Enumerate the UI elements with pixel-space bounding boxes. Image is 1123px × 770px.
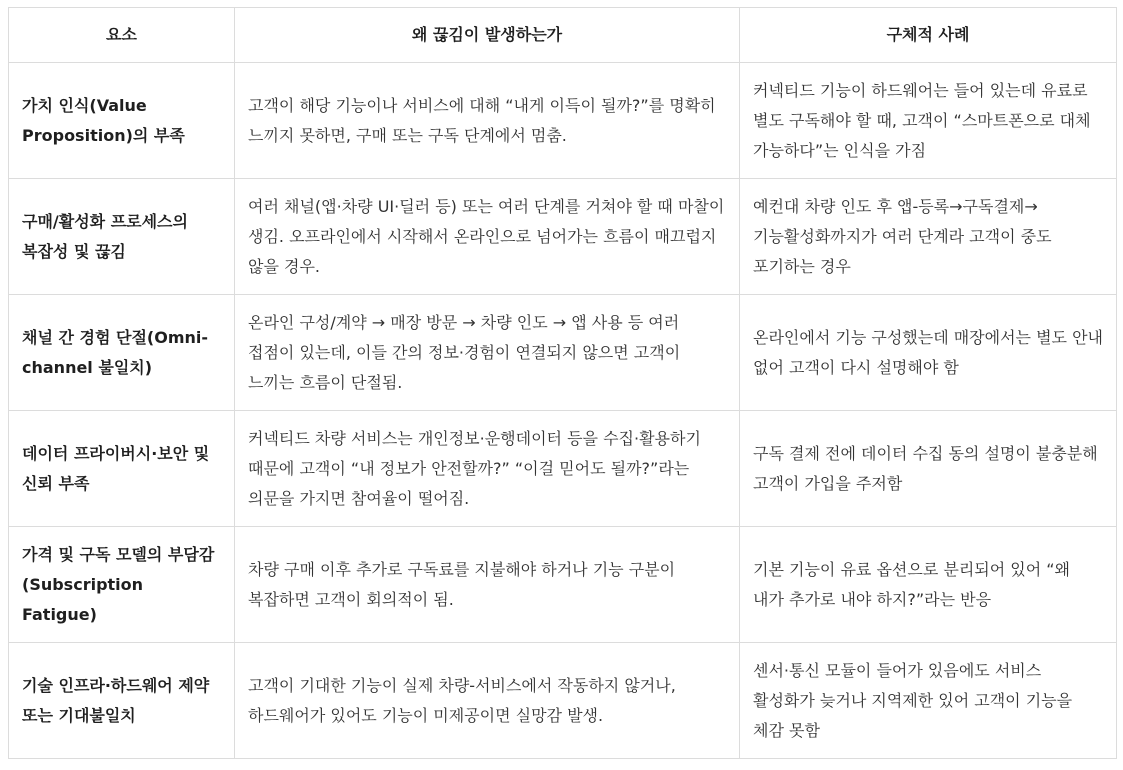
row-example: 예컨대 차량 인도 후 앱-등록→구독결제→기능활성화까지가 여러 단계라 고객이 중도 포기하는 경우: [740, 179, 1117, 295]
row-item: 가격 및 구독 모델의 부담감(Subscription Fatigue): [9, 527, 235, 643]
table-row: [9, 527, 1117, 643]
table-row: [9, 179, 1117, 295]
row-cause: 여러 채널(앱·차량 UI·딜러 등) 또는 여러 단계를 거쳐야 할 때 마찰이 생김. 오프라인에서 시작해서 온라인으로 넘어가는 흐름이 매끄럽지 않을 경우.: [235, 179, 740, 295]
row-example: 온라인에서 기능 구성했는데 매장에서는 별도 안내 없어 고객이 다시 설명해야 함: [740, 295, 1117, 411]
header-row: [9, 8, 1117, 63]
row-cause: 커넥티드 차량 서비스는 개인정보·운행데이터 등을 수집·활용하기 때문에 고객이 “내 정보가 안전할까?” “이걸 믿어도 될까?”라는 의문을 가지면 참여율이 떨어짐.: [235, 411, 740, 527]
breakdown-table-container: [8, 7, 1116, 759]
row-item: 가치 인식(Value Proposition)의 부족: [9, 63, 235, 179]
header-example: 구체적 사례: [740, 8, 1117, 63]
row-item: 데이터 프라이버시·보안 및 신뢰 부족: [9, 411, 235, 527]
table-row: [9, 643, 1117, 759]
row-example: 커넥티드 기능이 하드웨어는 들어 있는데 유료로 별도 구독해야 할 때, 고객이 “스마트폰으로 대체 가능하다”는 인식을 가짐: [740, 63, 1117, 179]
header-item: 요소: [9, 8, 235, 63]
table-row: [9, 295, 1117, 411]
row-cause: 온라인 구성/계약 → 매장 방문 → 차량 인도 → 앱 사용 등 여러 접점이 있는데, 이들 간의 정보·경험이 연결되지 않으면 고객이 느끼는 흐름이 단절됨.: [235, 295, 740, 411]
table-header: [9, 8, 1117, 63]
row-cause: 고객이 해당 기능이나 서비스에 대해 “내게 이득이 될까?”를 명확히 느끼지 못하면, 구매 또는 구독 단계에서 멈춤.: [235, 63, 740, 179]
row-cause: 고객이 기대한 기능이 실제 차량-서비스에서 작동하지 않거나, 하드웨어가 있어도 기능이 미제공이면 실망감 발생.: [235, 643, 740, 759]
table-body: [9, 63, 1117, 759]
row-example: 구독 결제 전에 데이터 수집 동의 설명이 불충분해 고객이 가입을 주저함: [740, 411, 1117, 527]
table-row: [9, 63, 1117, 179]
breakdown-table: [8, 7, 1117, 759]
header-cause: 왜 끊김이 발생하는가: [235, 8, 740, 63]
row-item: 구매/활성화 프로세스의 복잡성 및 끊김: [9, 179, 235, 295]
row-example: 센서·통신 모듈이 들어가 있음에도 서비스 활성화가 늦거나 지역제한 있어 고객이 기능을 체감 못함: [740, 643, 1117, 759]
row-cause: 차량 구매 이후 추가로 구독료를 지불해야 하거나 기능 구분이 복잡하면 고객이 회의적이 됨.: [235, 527, 740, 643]
row-item: 채널 간 경험 단절(Omni-channel 불일치): [9, 295, 235, 411]
row-example: 기본 기능이 유료 옵션으로 분리되어 있어 “왜 내가 추가로 내야 하지?”라는 반응: [740, 527, 1117, 643]
row-item: 기술 인프라·하드웨어 제약 또는 기대불일치: [9, 643, 235, 759]
table-row: [9, 411, 1117, 527]
